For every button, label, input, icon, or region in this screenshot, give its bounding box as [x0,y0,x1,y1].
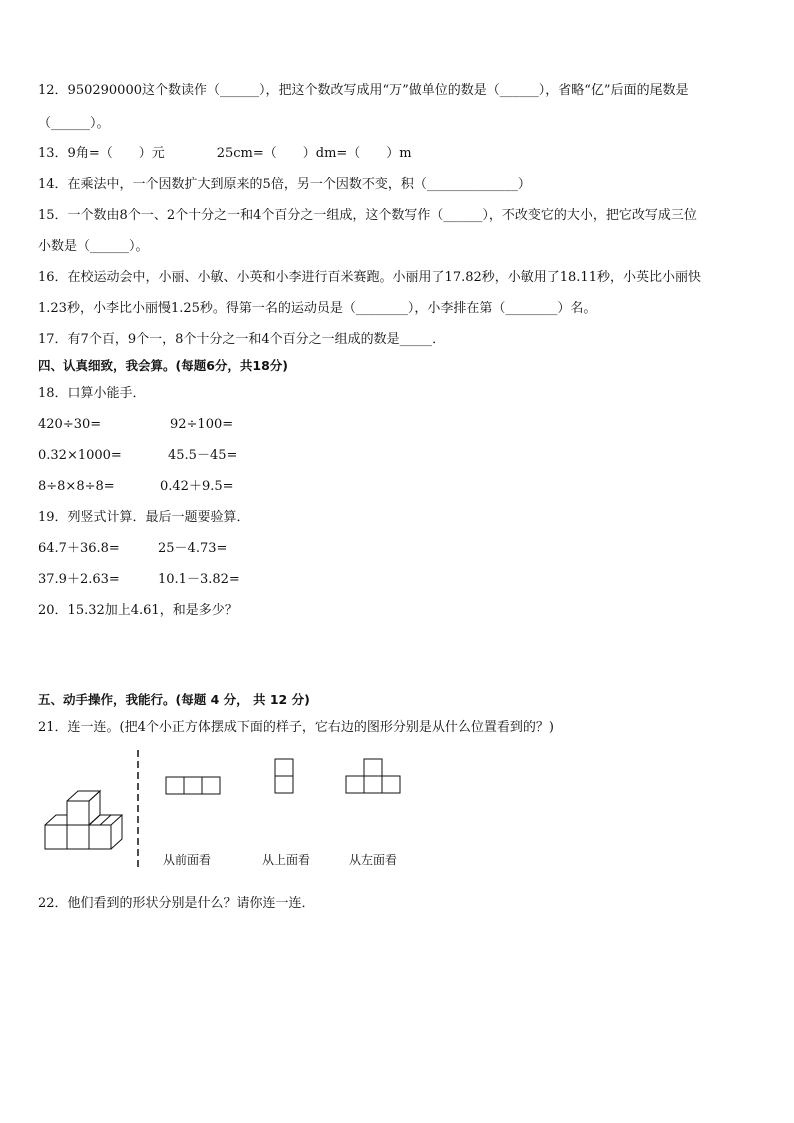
q13: 13．9角=（ ）元 25cm=（ ）dm=（ ）m [38,146,412,161]
oral-problem: 0.32×1000= [38,448,122,463]
q15-line1: 15．一个数由8个一、2个十分之一和4个百分之一组成，这个数写作（______），不改变它的大小，把它改写成三位 [38,208,697,223]
q14: 14．在乘法中，一个因数扩大到原来的5倍，另一个因数不变，积（______________） [38,177,531,192]
q17: 17．有7个百，9个一，8个十分之一和4个百分之一组成的数是_____． [38,332,446,347]
section5-heading: 五、动手操作，我能行。(每题 4 分， 共 12 分) [38,692,310,707]
q15-line2: 小数是（______）。 [38,239,149,254]
label-top-view[interactable]: 从上面看 [262,853,311,867]
oral-problem: 420÷30= [38,417,102,432]
stacked-cubes-figure [40,790,130,860]
q21: 21．连一连。(把4个小正方体摆成下面的样子，它右边的图形分别是从什么位置看到的？) [38,720,554,735]
front-view-shape[interactable] [165,776,223,796]
vertical-problem: 25－4.73= [158,541,228,556]
label-left-view[interactable]: 从左面看 [349,853,398,867]
q16-line2: 1.23秒，小李比小丽慢1.25秒。得第一名的运动员是（________），小李排在第（________）名。 [38,301,597,316]
top-view-shape[interactable] [274,758,296,796]
vertical-problem: 37.9＋2.63= [38,572,120,587]
vertical-problem: 10.1－3.82= [158,572,240,587]
oral-problem: 45.5－45= [168,448,238,463]
q16-line1: 16．在校运动会中，小丽、小敏、小英和小李进行百米赛跑。小丽用了17.82秒，小敏用了18.11秒，小英比小丽快 [38,270,701,285]
q19: 19．列竖式计算．最后一题要验算． [38,510,250,525]
section4-heading: 四、认真细致，我会算。(每题6分，共18分) [38,358,289,373]
oral-problem: 92÷100= [170,417,234,432]
vertical-problem: 64.7＋36.8= [38,541,120,556]
q22: 22．他们看到的形状分别是什么？请你连一连． [38,896,315,911]
left-view-shape[interactable] [345,758,403,796]
label-front-view[interactable]: 从前面看 [163,853,212,867]
dashed-divider [136,750,140,870]
q12-line1: 12．950290000这个数读作（______），把这个数改写成用“万”做单位的数是（______），省略“亿”后面的尾数是 [38,83,689,98]
q18: 18．口算小能手． [38,386,146,401]
oral-problem: 8÷8×8÷8= [38,479,115,494]
q12-line2: （______）。 [38,116,110,131]
q20: 20．15.32加上4.61，和是多少？ [38,603,238,618]
oral-problem: 0.42＋9.5= [160,479,234,494]
